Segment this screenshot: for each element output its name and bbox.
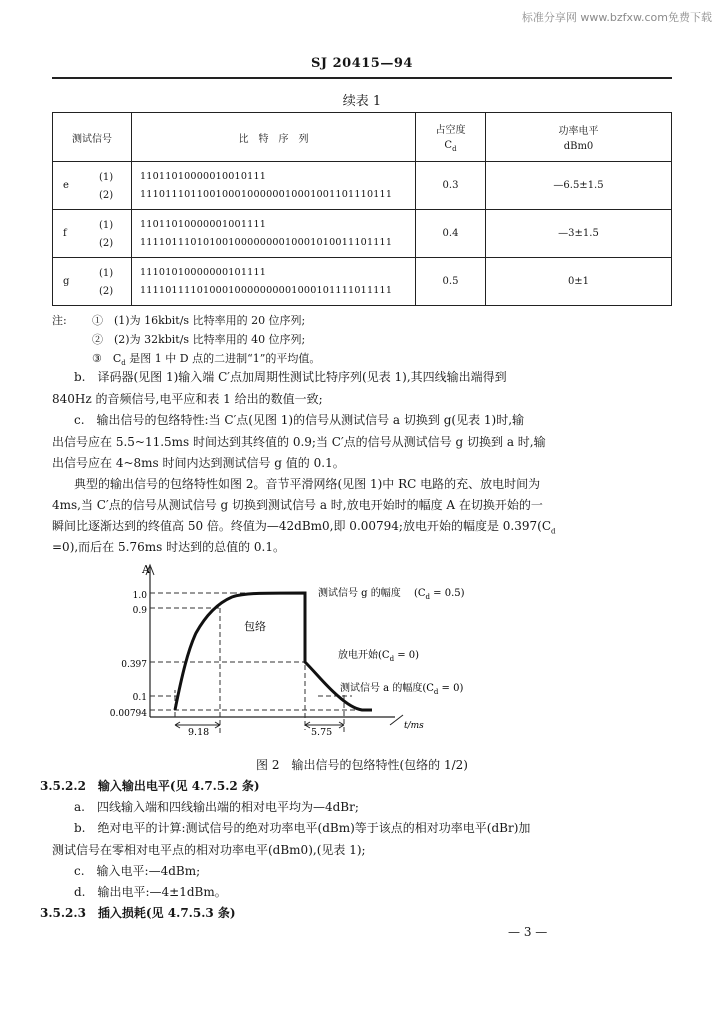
sub-label: (2) [99,190,114,201]
y-tick-1.0: 1.0 [132,591,147,601]
signal-cell [53,210,132,258]
header-power-line2: dBm0 [563,141,594,152]
heading-3-5-2-2: 3.5.2.2 输入输出电平(见 4.7.5.2 条) [40,779,260,793]
sequence-cell [132,162,416,210]
sub-label: (2) [99,286,114,297]
note-3: ③ $C_d$ 是图 1 中 D 点的二进制“1”的平均值。 [92,352,321,368]
para-typ-line3: 瞬间比逐渐达到的终值高 50 倍。终值为—42dBm0,即 0.00794;放电开始的幅度是 $0.397(C_d$ [52,519,556,536]
item-3522-b-line2: 测试信号在零相对电平点的相对功率电平(dBm0),(见表 1); [52,843,366,857]
sequence-cell [132,210,416,258]
para-typ-line2: 4ms,当 C′点的信号从测试信号 g 切换到测试信号 a 时,放电开始时的幅度 A 在切换开始的一 [52,498,543,512]
sequence-20bit: 11011010000010010111 [140,170,267,182]
x-axis-label: t/ms [404,721,424,731]
sequence-40bit: 1111011101010010000000010001010011101111 [140,236,393,248]
header-signal: 测试信号 [53,113,132,162]
table-row [53,210,672,258]
header-duty [416,113,486,162]
bit-sequence-table [52,112,672,306]
sub-label: (1) [99,268,114,279]
figure-caption: 图 2 输出信号的包络特性(包络的 1/2) [256,758,468,772]
item-3522-a: a. 四线输入端和四线输出端的相对电平均为—4dBr; [74,800,359,814]
table-header-row [53,113,672,162]
watermark: 标准分享网 www.bzfxw.com免费下载 [521,11,712,24]
header-sequence: 比 特 序 列 [132,113,416,162]
note-1: ① (1)为 16kbit/s 比特率用的 20 位序列; [92,314,306,327]
para-typ-line1: 典型的输出信号的包络特性如图 2。音节平滑网络(见图 1)中 RC 电路的充、放电时间为 [74,477,541,491]
duty-cell: 0.5 [416,258,486,306]
table-row [53,162,672,210]
item-3522-b-line1: b. 绝对电平的计算:测试信号的绝对功率电平(dBm)等于该点的相对功率电平(dBr)加 [74,821,531,835]
note-2: ② (2)为 32kbit/s 比特率用的 40 位序列; [92,333,306,346]
para-typ-line4: =0),而后在 5.76ms 时达到的总值的 0.1。 [52,540,285,554]
signal-letter: f [63,228,67,239]
power-cell: —6.5±1.5 [486,162,672,210]
item-3522-c: c. 输入电平:—4dBm; [74,864,201,878]
sub-label: (2) [99,238,114,249]
y-tick-0.9: 0.9 [132,606,147,616]
y-tick-0.397: 0.397 [121,660,147,670]
y-axis-label: A [142,563,150,576]
power-cell: 0±1 [486,258,672,306]
label-g-amplitude: 测试信号 g 的幅度 $(C_d = 0.5)$ [318,588,465,601]
sequence-20bit: 11011010000001001111 [140,218,267,230]
sub-label: (1) [99,220,114,231]
signal-cell [53,162,132,210]
header-power-line1: 功率电平 [558,126,599,137]
signal-cell [53,258,132,306]
header-duty-line2: $C_d$ [444,140,457,153]
label-a-amplitude: 测试信号 a 的幅度$(C_d = 0)$ [340,683,464,696]
signal-letter: g [63,276,70,287]
para-c-line3: 出信号应在 4~8ms 时间内达到测试信号 g 值的 0.1。 [52,456,345,470]
sequence-20bit: 11101010000000101111 [140,266,267,278]
para-c-line2: 出信号应在 5.5~11.5ms 时间达到其终值的 0.9;当 C′点的信号从测试信号 g 切换到 a 时,输 [52,435,546,449]
para-c-line1: c. 输出信号的包络特性:当 C′点(见图 1)的信号从测试信号 a 切换到 g(见表 1)时,输 [74,413,525,427]
para-b-line2: 840Hz 的音频信号,电平应和表 1 给出的数值一致; [52,392,323,406]
table-row [53,258,672,306]
standard-number: SJ 20415—94 [311,56,413,71]
header-power [486,113,672,162]
duty-cell: 0.3 [416,162,486,210]
sequence-40bit: 1111011110100010000000001000101111011111 [140,284,393,296]
interval-left: 9.18 [188,727,210,738]
table-title: 续表 1 [342,94,382,109]
heading-3-5-2-3: 3.5.2.3 插入损耗(见 4.7.5.3 条) [40,906,236,920]
item-3522-d: d. 输出电平:—4±1dBm。 [74,885,227,899]
notes-label: 注: [52,314,67,327]
para-b-line1: b. 译码器(见图 1)输入端 C′点加周期性测试比特序列(见表 1),其四线输出端得到 [74,370,507,384]
duty-cell: 0.4 [416,210,486,258]
signal-letter: e [63,180,69,191]
label-discharge: 放电开始$(C_d = 0)$ [338,650,420,663]
header-duty-line1: 占空度 [435,125,466,136]
power-cell: —3±1.5 [486,210,672,258]
y-tick-0.00794: 0.00794 [109,709,147,719]
sub-label: (1) [99,172,114,183]
sequence-cell [132,258,416,306]
envelope-figure [0,555,724,755]
page-number: — 3 — [508,925,548,939]
label-envelope: 包络 [244,620,266,633]
interval-right: 5.75 [311,727,333,738]
sequence-40bit: 1110111011001000100000010001001101110111 [140,188,393,200]
y-tick-0.1: 0.1 [132,693,147,703]
header-rule [52,77,672,79]
